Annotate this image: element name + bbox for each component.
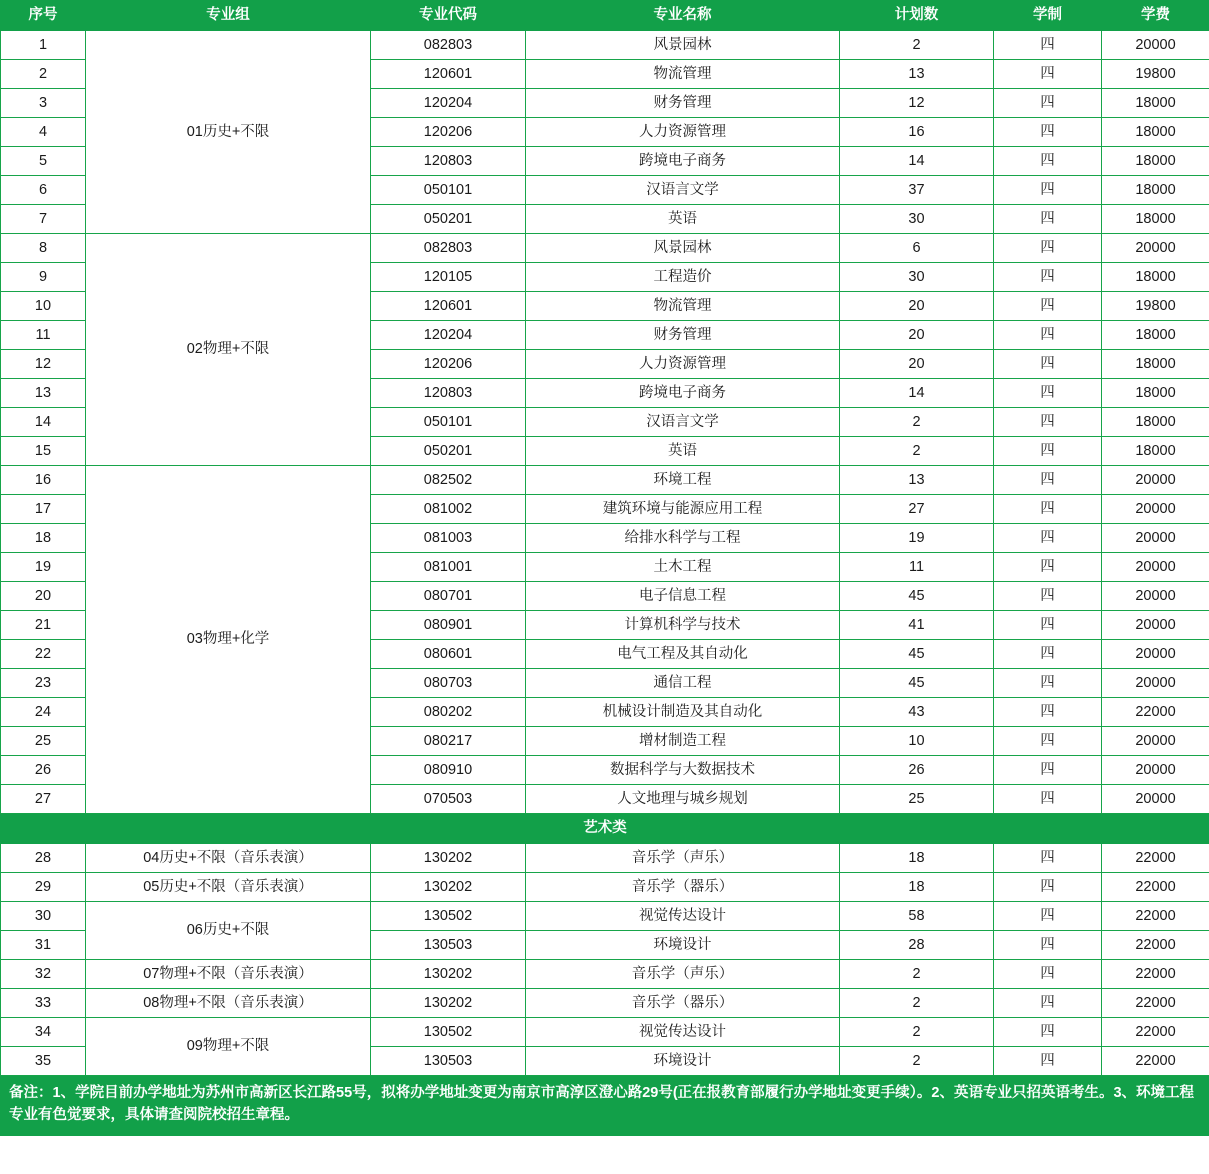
- cell-index: 31: [1, 931, 86, 960]
- cell-major-name: 建筑环境与能源应用工程: [526, 495, 840, 524]
- cell-duration: 四: [994, 379, 1102, 408]
- cell-tuition: 20000: [1102, 727, 1209, 756]
- cell-major-code: 130202: [371, 989, 526, 1018]
- cell-plan-count: 30: [840, 205, 994, 234]
- cell-plan-count: 20: [840, 350, 994, 379]
- cell-major-name: 音乐学（声乐）: [526, 960, 840, 989]
- cell-index: 6: [1, 176, 86, 205]
- cell-duration: 四: [994, 350, 1102, 379]
- cell-duration: 四: [994, 873, 1102, 902]
- cell-major-name: 电子信息工程: [526, 582, 840, 611]
- cell-tuition: 18000: [1102, 205, 1209, 234]
- cell-major-name: 环境工程: [526, 466, 840, 495]
- cell-major-group: 09物理+不限: [86, 1018, 371, 1076]
- cell-duration: 四: [994, 553, 1102, 582]
- cell-plan-count: 43: [840, 698, 994, 727]
- cell-major-name: 环境设计: [526, 1047, 840, 1076]
- cell-index: 21: [1, 611, 86, 640]
- cell-tuition: 18000: [1102, 147, 1209, 176]
- cell-plan-count: 18: [840, 873, 994, 902]
- cell-major-group: 07物理+不限（音乐表演）: [86, 960, 371, 989]
- cell-duration: 四: [994, 495, 1102, 524]
- cell-tuition: 22000: [1102, 844, 1209, 873]
- cell-major-code: 050101: [371, 408, 526, 437]
- cell-index: 9: [1, 263, 86, 292]
- cell-major-name: 人文地理与城乡规划: [526, 785, 840, 814]
- cell-major-code: 080202: [371, 698, 526, 727]
- cell-major-code: 120601: [371, 60, 526, 89]
- cell-tuition: 19800: [1102, 60, 1209, 89]
- cell-major-code: 082803: [371, 234, 526, 263]
- cell-tuition: 22000: [1102, 989, 1209, 1018]
- cell-duration: 四: [994, 727, 1102, 756]
- cell-major-code: 130202: [371, 873, 526, 902]
- cell-duration: 四: [994, 147, 1102, 176]
- cell-tuition: 19800: [1102, 292, 1209, 321]
- cell-tuition: 20000: [1102, 31, 1209, 60]
- cell-plan-count: 2: [840, 1047, 994, 1076]
- cell-duration: 四: [994, 234, 1102, 263]
- cell-index: 4: [1, 118, 86, 147]
- cell-tuition: 20000: [1102, 234, 1209, 263]
- cell-duration: 四: [994, 118, 1102, 147]
- cell-major-code: 130503: [371, 1047, 526, 1076]
- cell-major-code: 130502: [371, 902, 526, 931]
- cell-major-group: 03物理+化学: [86, 466, 371, 814]
- cell-index: 14: [1, 408, 86, 437]
- cell-index: 16: [1, 466, 86, 495]
- cell-plan-count: 30: [840, 263, 994, 292]
- cell-duration: 四: [994, 60, 1102, 89]
- column-header-major-group: 专业组: [86, 1, 371, 31]
- cell-duration: 四: [994, 321, 1102, 350]
- cell-index: 23: [1, 669, 86, 698]
- cell-index: 13: [1, 379, 86, 408]
- cell-duration: 四: [994, 205, 1102, 234]
- column-header-major-code: 专业代码: [371, 1, 526, 31]
- cell-major-code: 120601: [371, 292, 526, 321]
- table-row: [1, 873, 1209, 902]
- table-row: [1, 989, 1209, 1018]
- footer-note-row: [1, 1076, 1209, 1136]
- cell-major-name: 视觉传达设计: [526, 1018, 840, 1047]
- cell-index: 25: [1, 727, 86, 756]
- cell-plan-count: 26: [840, 756, 994, 785]
- cell-index: 24: [1, 698, 86, 727]
- cell-major-code: 120803: [371, 379, 526, 408]
- cell-major-code: 080601: [371, 640, 526, 669]
- cell-major-group: 01历史+不限: [86, 31, 371, 234]
- cell-index: 2: [1, 60, 86, 89]
- column-header-tuition: 学费: [1102, 1, 1209, 31]
- cell-tuition: 20000: [1102, 611, 1209, 640]
- cell-duration: 四: [994, 176, 1102, 205]
- cell-plan-count: 10: [840, 727, 994, 756]
- cell-duration: 四: [994, 524, 1102, 553]
- cell-tuition: 20000: [1102, 495, 1209, 524]
- cell-index: 19: [1, 553, 86, 582]
- cell-major-name: 计算机科学与技术: [526, 611, 840, 640]
- table-row: [1, 234, 1209, 263]
- cell-tuition: 20000: [1102, 669, 1209, 698]
- cell-duration: 四: [994, 960, 1102, 989]
- cell-major-name: 视觉传达设计: [526, 902, 840, 931]
- cell-index: 32: [1, 960, 86, 989]
- cell-plan-count: 18: [840, 844, 994, 873]
- cell-plan-count: 6: [840, 234, 994, 263]
- column-header-plan-count: 计划数: [840, 1, 994, 31]
- cell-major-code: 130503: [371, 931, 526, 960]
- cell-major-group: 04历史+不限（音乐表演）: [86, 844, 371, 873]
- cell-major-code: 050201: [371, 205, 526, 234]
- cell-major-code: 120204: [371, 321, 526, 350]
- cell-major-code: 120204: [371, 89, 526, 118]
- cell-tuition: 20000: [1102, 582, 1209, 611]
- cell-major-code: 080703: [371, 669, 526, 698]
- cell-major-code: 120803: [371, 147, 526, 176]
- cell-index: 33: [1, 989, 86, 1018]
- cell-plan-count: 28: [840, 931, 994, 960]
- cell-major-code: 050201: [371, 437, 526, 466]
- cell-tuition: 20000: [1102, 466, 1209, 495]
- cell-major-code: 082502: [371, 466, 526, 495]
- cell-tuition: 22000: [1102, 931, 1209, 960]
- cell-tuition: 22000: [1102, 902, 1209, 931]
- cell-tuition: 22000: [1102, 1018, 1209, 1047]
- cell-index: 3: [1, 89, 86, 118]
- cell-duration: 四: [994, 989, 1102, 1018]
- cell-major-code: 120206: [371, 118, 526, 147]
- cell-tuition: 18000: [1102, 176, 1209, 205]
- cell-major-name: 增材制造工程: [526, 727, 840, 756]
- cell-major-name: 音乐学（器乐）: [526, 873, 840, 902]
- cell-major-name: 土木工程: [526, 553, 840, 582]
- table-header: [1, 1, 1209, 31]
- cell-index: 29: [1, 873, 86, 902]
- cell-duration: 四: [994, 408, 1102, 437]
- cell-major-code: 130202: [371, 844, 526, 873]
- section-header-label: 艺术类: [1, 814, 1209, 844]
- cell-plan-count: 19: [840, 524, 994, 553]
- cell-major-name: 数据科学与大数据技术: [526, 756, 840, 785]
- table-row: [1, 844, 1209, 873]
- cell-tuition: 18000: [1102, 263, 1209, 292]
- cell-plan-count: 25: [840, 785, 994, 814]
- cell-tuition: 20000: [1102, 785, 1209, 814]
- cell-duration: 四: [994, 1047, 1102, 1076]
- cell-plan-count: 20: [840, 292, 994, 321]
- cell-index: 34: [1, 1018, 86, 1047]
- table-row: [1, 31, 1209, 60]
- cell-tuition: 20000: [1102, 553, 1209, 582]
- cell-major-name: 风景园林: [526, 31, 840, 60]
- footer-note-text: 备注：1、学院目前办学地址为苏州市高新区长江路55号，拟将办学地址变更为南京市高淳区澄心路29号(正在报教育部履行办学地址变更手续）。2、英语专业只招英语考生。3、环境工程专业有色觉要求，具体请查阅院校招生章程。: [1, 1076, 1209, 1136]
- cell-major-code: 081002: [371, 495, 526, 524]
- cell-major-group: 02物理+不限: [86, 234, 371, 466]
- cell-duration: 四: [994, 698, 1102, 727]
- cell-major-name: 音乐学（声乐）: [526, 844, 840, 873]
- cell-major-code: 081003: [371, 524, 526, 553]
- cell-plan-count: 16: [840, 118, 994, 147]
- cell-major-name: 人力资源管理: [526, 118, 840, 147]
- cell-major-code: 070503: [371, 785, 526, 814]
- cell-index: 26: [1, 756, 86, 785]
- cell-tuition: 18000: [1102, 408, 1209, 437]
- cell-major-name: 电气工程及其自动化: [526, 640, 840, 669]
- cell-duration: 四: [994, 756, 1102, 785]
- cell-major-code: 080217: [371, 727, 526, 756]
- table-row: [1, 466, 1209, 495]
- table-row: [1, 1018, 1209, 1047]
- table-row: [1, 902, 1209, 931]
- cell-index: 11: [1, 321, 86, 350]
- cell-major-name: 英语: [526, 205, 840, 234]
- cell-index: 35: [1, 1047, 86, 1076]
- cell-tuition: 22000: [1102, 1047, 1209, 1076]
- cell-major-name: 通信工程: [526, 669, 840, 698]
- cell-duration: 四: [994, 89, 1102, 118]
- cell-major-code: 050101: [371, 176, 526, 205]
- cell-plan-count: 58: [840, 902, 994, 931]
- cell-tuition: 18000: [1102, 379, 1209, 408]
- cell-plan-count: 2: [840, 989, 994, 1018]
- cell-index: 30: [1, 902, 86, 931]
- cell-major-code: 120105: [371, 263, 526, 292]
- column-header-major-name: 专业名称: [526, 1, 840, 31]
- cell-duration: 四: [994, 31, 1102, 60]
- cell-major-group: 06历史+不限: [86, 902, 371, 960]
- cell-plan-count: 14: [840, 379, 994, 408]
- cell-major-code: 130502: [371, 1018, 526, 1047]
- cell-plan-count: 2: [840, 960, 994, 989]
- cell-plan-count: 13: [840, 466, 994, 495]
- cell-duration: 四: [994, 902, 1102, 931]
- cell-plan-count: 45: [840, 582, 994, 611]
- cell-major-code: 080910: [371, 756, 526, 785]
- cell-major-group: 08物理+不限（音乐表演）: [86, 989, 371, 1018]
- cell-duration: 四: [994, 844, 1102, 873]
- cell-plan-count: 20: [840, 321, 994, 350]
- cell-tuition: 22000: [1102, 960, 1209, 989]
- cell-plan-count: 2: [840, 437, 994, 466]
- table-row: [1, 960, 1209, 989]
- cell-major-name: 英语: [526, 437, 840, 466]
- cell-major-group: 05历史+不限（音乐表演）: [86, 873, 371, 902]
- cell-tuition: 20000: [1102, 756, 1209, 785]
- cell-major-name: 人力资源管理: [526, 350, 840, 379]
- cell-plan-count: 2: [840, 408, 994, 437]
- cell-plan-count: 41: [840, 611, 994, 640]
- cell-tuition: 20000: [1102, 640, 1209, 669]
- cell-major-code: 081001: [371, 553, 526, 582]
- cell-index: 8: [1, 234, 86, 263]
- cell-major-name: 给排水科学与工程: [526, 524, 840, 553]
- cell-plan-count: 27: [840, 495, 994, 524]
- cell-index: 17: [1, 495, 86, 524]
- cell-index: 22: [1, 640, 86, 669]
- table-header-row: [1, 1, 1209, 31]
- cell-duration: 四: [994, 785, 1102, 814]
- cell-major-name: 财务管理: [526, 321, 840, 350]
- cell-tuition: 20000: [1102, 524, 1209, 553]
- cell-major-name: 汉语言文学: [526, 176, 840, 205]
- cell-duration: 四: [994, 931, 1102, 960]
- cell-duration: 四: [994, 669, 1102, 698]
- cell-index: 27: [1, 785, 86, 814]
- cell-major-name: 环境设计: [526, 931, 840, 960]
- cell-plan-count: 13: [840, 60, 994, 89]
- cell-major-code: 120206: [371, 350, 526, 379]
- cell-major-name: 财务管理: [526, 89, 840, 118]
- cell-major-name: 机械设计制造及其自动化: [526, 698, 840, 727]
- cell-index: 5: [1, 147, 86, 176]
- cell-plan-count: 37: [840, 176, 994, 205]
- table-body: [1, 31, 1209, 1136]
- cell-major-code: 080701: [371, 582, 526, 611]
- cell-index: 18: [1, 524, 86, 553]
- cell-duration: 四: [994, 582, 1102, 611]
- cell-index: 1: [1, 31, 86, 60]
- column-header-index: 序号: [1, 1, 86, 31]
- cell-duration: 四: [994, 640, 1102, 669]
- cell-duration: 四: [994, 466, 1102, 495]
- cell-plan-count: 2: [840, 31, 994, 60]
- cell-index: 15: [1, 437, 86, 466]
- section-header-art: [1, 814, 1209, 844]
- cell-tuition: 18000: [1102, 118, 1209, 147]
- cell-tuition: 22000: [1102, 698, 1209, 727]
- cell-tuition: 18000: [1102, 350, 1209, 379]
- cell-index: 20: [1, 582, 86, 611]
- cell-duration: 四: [994, 292, 1102, 321]
- cell-duration: 四: [994, 263, 1102, 292]
- cell-tuition: 18000: [1102, 89, 1209, 118]
- cell-major-name: 物流管理: [526, 292, 840, 321]
- cell-major-name: 跨境电子商务: [526, 379, 840, 408]
- cell-major-code: 082803: [371, 31, 526, 60]
- cell-duration: 四: [994, 611, 1102, 640]
- cell-tuition: 18000: [1102, 437, 1209, 466]
- cell-plan-count: 45: [840, 640, 994, 669]
- cell-tuition: 18000: [1102, 321, 1209, 350]
- cell-major-name: 音乐学（器乐）: [526, 989, 840, 1018]
- cell-major-name: 物流管理: [526, 60, 840, 89]
- cell-major-code: 130202: [371, 960, 526, 989]
- cell-index: 7: [1, 205, 86, 234]
- cell-plan-count: 12: [840, 89, 994, 118]
- cell-plan-count: 2: [840, 1018, 994, 1047]
- cell-duration: 四: [994, 1018, 1102, 1047]
- cell-index: 28: [1, 844, 86, 873]
- cell-tuition: 22000: [1102, 873, 1209, 902]
- cell-plan-count: 11: [840, 553, 994, 582]
- cell-major-name: 汉语言文学: [526, 408, 840, 437]
- cell-major-name: 工程造价: [526, 263, 840, 292]
- cell-major-name: 风景园林: [526, 234, 840, 263]
- cell-major-name: 跨境电子商务: [526, 147, 840, 176]
- cell-plan-count: 14: [840, 147, 994, 176]
- cell-index: 10: [1, 292, 86, 321]
- cell-major-code: 080901: [371, 611, 526, 640]
- column-header-duration: 学制: [994, 1, 1102, 31]
- cell-index: 12: [1, 350, 86, 379]
- cell-duration: 四: [994, 437, 1102, 466]
- cell-plan-count: 45: [840, 669, 994, 698]
